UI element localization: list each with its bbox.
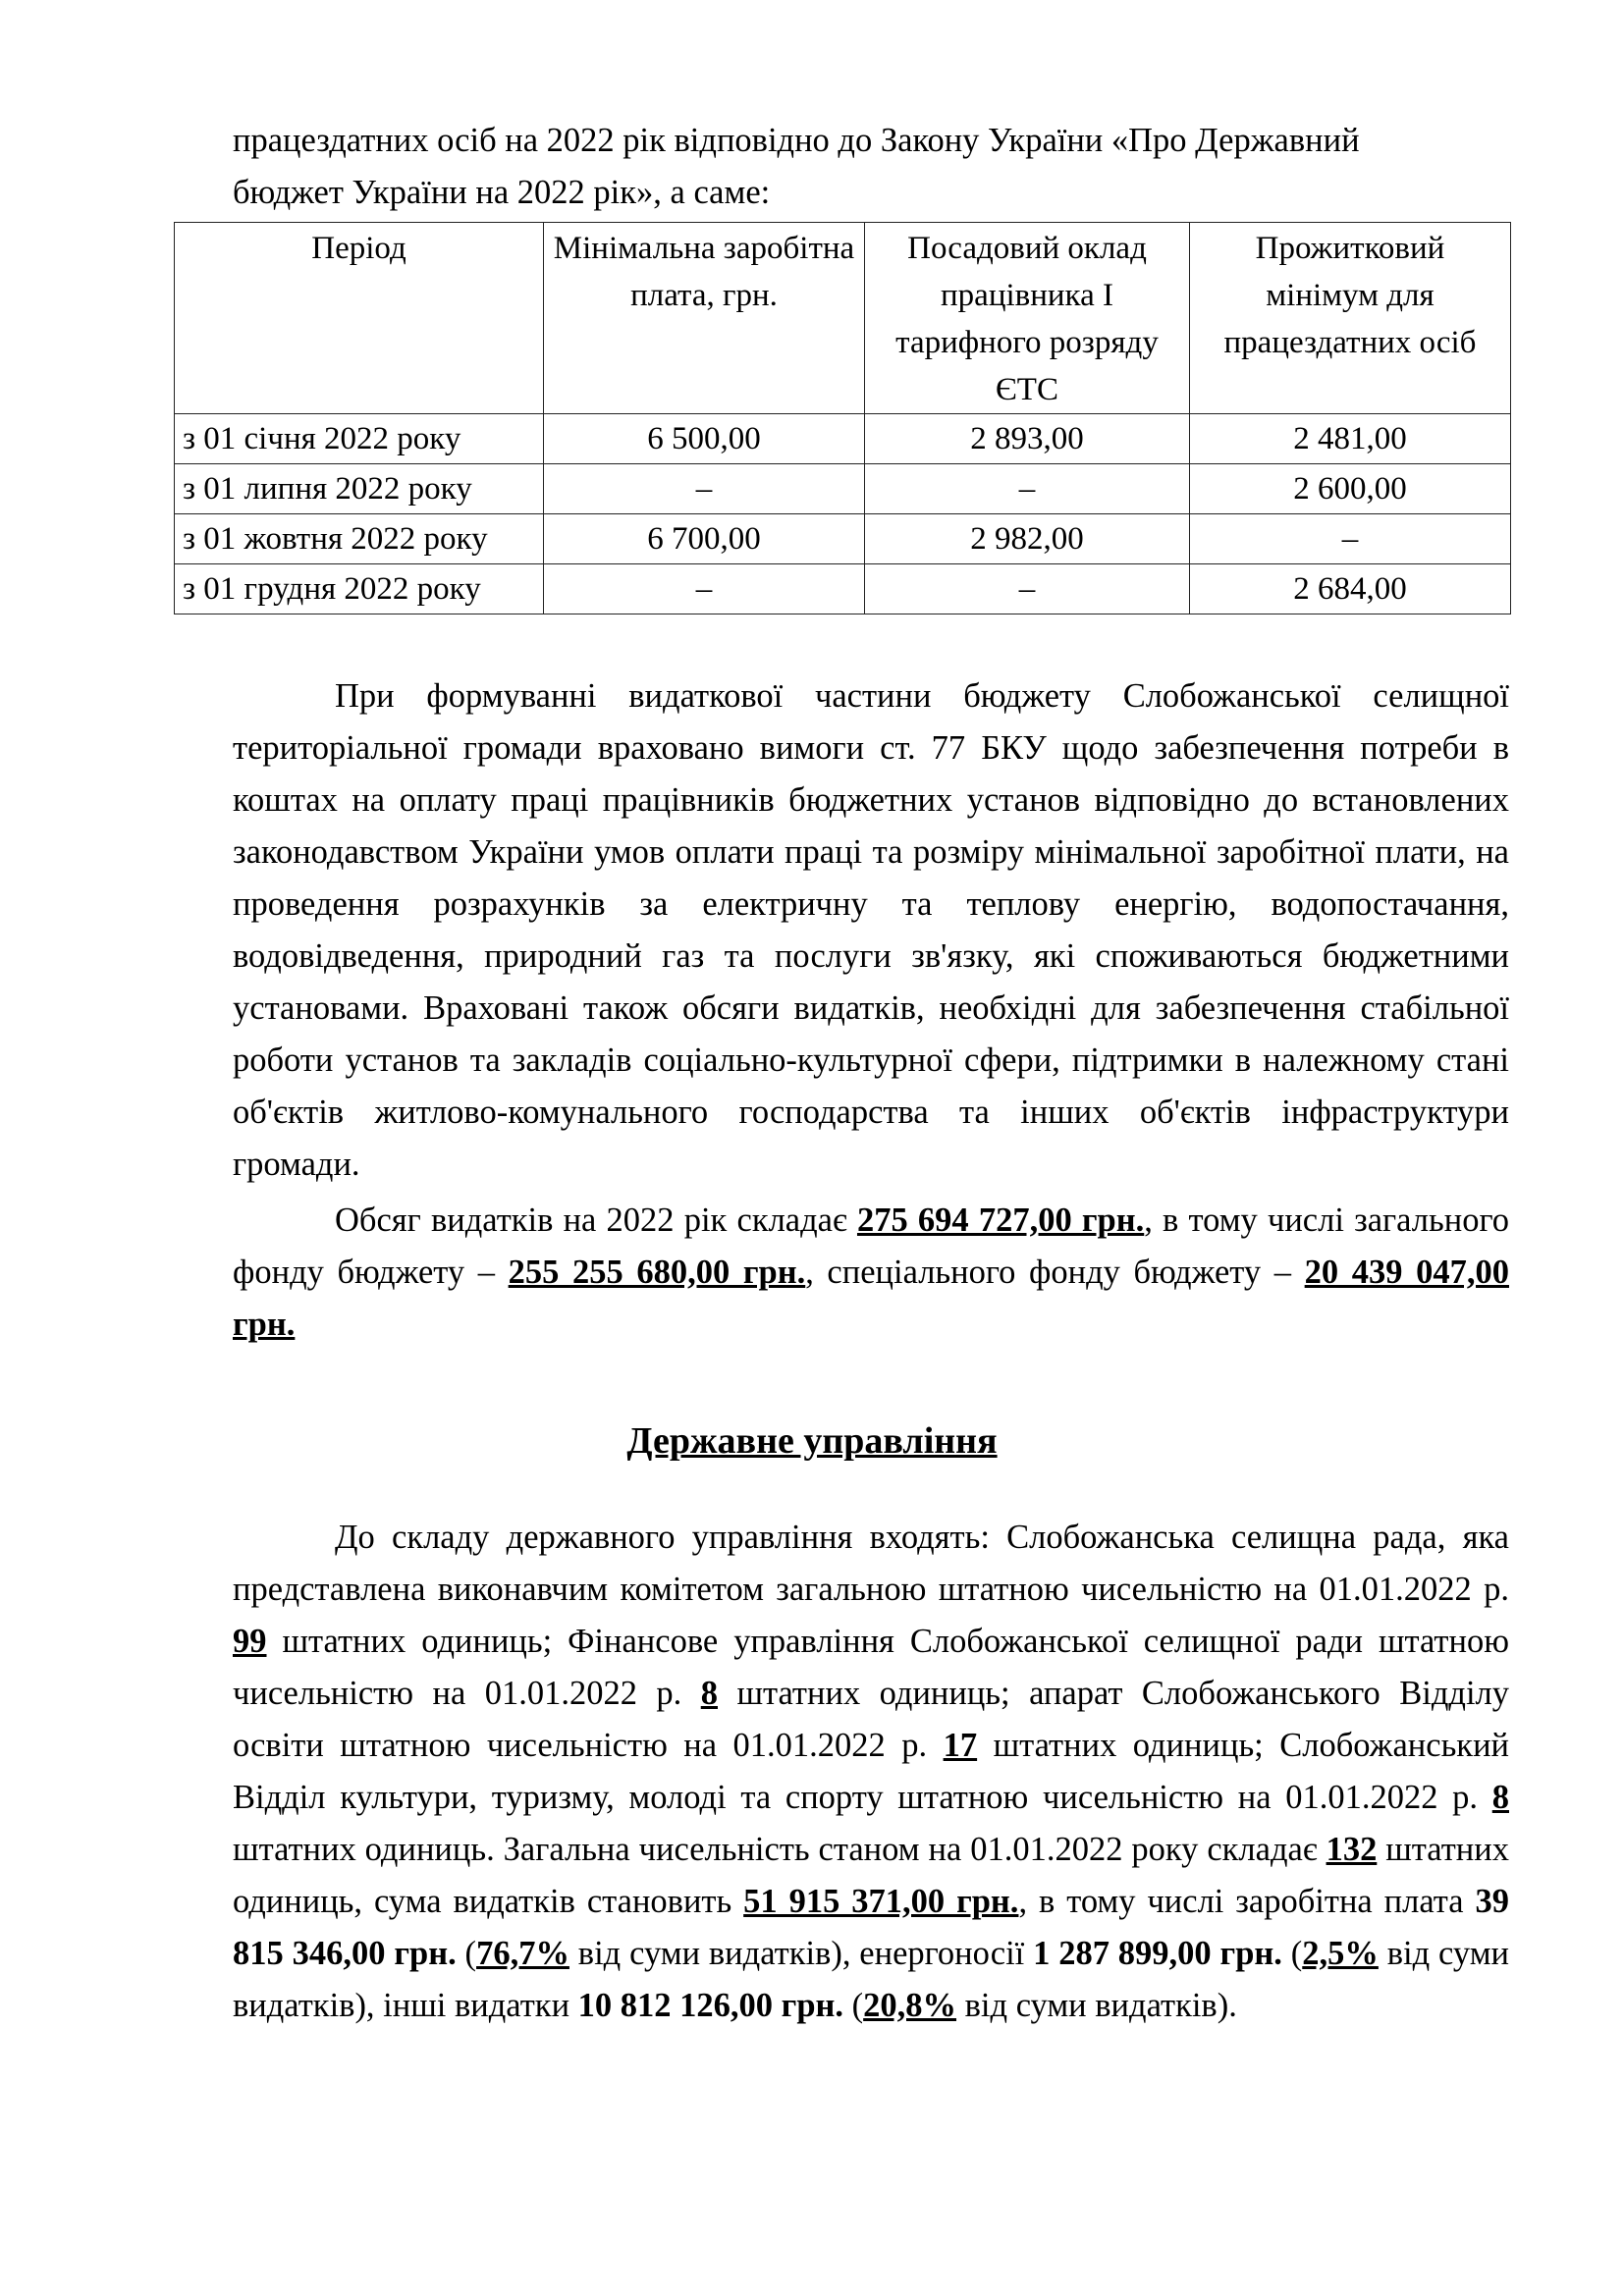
admin-energy-amount: 1 287 899,00 грн. [1033,1935,1282,1972]
admin-count-total: 132 [1326,1831,1378,1868]
admin-text-1: До складу державного управління входять: Слобожанська селищна рада, яка представлена виконавчим комітетом загальною штатною чисельністю на 01.01.2022 р. [233,1519,1509,1608]
admin-count-council: 99 [233,1623,267,1660]
expenditure-text-1: Обсяг видатків на 2022 рік складає [335,1201,857,1239]
table-cell-min-wage: 6 500,00 [544,414,865,464]
admin-other-amount: 10 812 126,00 грн. [577,1987,844,2024]
header-period: Період [175,223,544,414]
admin-text-10: ( [1281,1935,1303,1972]
table-cell-salary: 2 982,00 [865,514,1190,564]
admin-text-2: штатних одиниць; Фінансове управління Слобожанської селищної ради штатною чисельністю на 01.01.2022 р. [233,1623,1509,1712]
admin-salary-amount: 39 815 346,00 грн. [233,1883,1510,1972]
table-cell-min-wage: – [544,564,865,614]
expenditure-text-2: , в тому числі загального фонду бюджету – [233,1201,1509,1291]
table-cell-salary: – [865,464,1190,514]
admin-other-percent: 20,8% [863,1987,957,2024]
table-cell-period: з 01 грудня 2022 року [175,564,544,614]
expenditure-text-3: , спеціального фонду бюджету – [805,1254,1305,1291]
table-cell-subsistence: 2 481,00 [1190,414,1511,464]
table-cell-subsistence: 2 684,00 [1190,564,1511,614]
table-row [175,464,1511,514]
rates-table [174,222,1511,614]
table-cell-min-wage: 6 700,00 [544,514,865,564]
admin-text-12: ( [843,1987,864,2024]
admin-text-3: штатних одиниць; апарат Слобожанського Відділу освіти штатною чисельністю на 01.01.2022 р. [233,1675,1509,1764]
table-row [175,414,1511,464]
expenditure-paragraph [233,1195,1509,1351]
total-expenditure-amount: 275 694 727,00 грн. [856,1201,1145,1239]
header-min-wage: Мінімальна заробітна плата, грн. [544,223,865,414]
admin-text-11: від суми видатків), інші видатки [233,1935,1509,2024]
administration-paragraph [233,1512,1509,2032]
admin-text-6: штатних одиниць, сума видатків становить [233,1831,1509,1920]
admin-count-culture: 8 [1491,1779,1509,1816]
admin-expenditure-sum: 51 915 371,00 грн. [743,1883,1019,1920]
special-fund-amount: 20 439 047,00 грн. [233,1254,1509,1343]
admin-text-9: від суми видатків), енергоносії [568,1935,1034,1972]
intro-text [233,115,1509,219]
section-heading: Державне управління [626,1420,998,1462]
table-cell-subsistence: 2 600,00 [1190,464,1511,514]
admin-energy-percent: 2,5% [1302,1935,1379,1972]
admin-text-7: , в тому числі заробітна плата [1018,1883,1476,1920]
admin-text-13: від суми видатків). [956,1987,1237,2024]
header-subsistence: Прожитковий мінімум для працездатних осіб [1190,223,1511,414]
admin-count-education: 17 [943,1727,978,1764]
admin-text-5: штатних одиниць. Загальна чисельність станом на 01.01.2022 року складає [233,1831,1326,1868]
admin-salary-percent: 76,7% [476,1935,569,1972]
table-cell-salary: 2 893,00 [865,414,1190,464]
table-cell-period: з 01 січня 2022 року [175,414,544,464]
table-header-row [175,223,1511,414]
admin-text-8: ( [456,1935,477,1972]
intro-line-1: працездатних осіб на 2022 рік відповідно до Закону України «Про Державний [233,122,1360,159]
budget-paragraph-text: При формуванні видаткової частини бюджету Слобожанської селищної територіальної громади враховано вимоги ст. 77 БКУ щодо забезпечення потреби в коштах на оплату праці працівників бюджетних установ відповідно до встановлених законодавством України умов оплати праці та розміру мінімальної заробітної плати, на проведення розрахунків за електричну та теплову енергію, водопостачання, водовідведення, природний газ та послуги зв'язку, які споживаються бюджетними установами. Враховані також обсяги видатків, необхідні для забезпечення стабільної роботи установ та закладів соціально-культурної сфери, підтримки в належному стані об'єктів житлово-комунального господарства та інших об'єктів інфраструктури громади. [233,677,1509,1183]
table-row [175,564,1511,614]
table-cell-period: з 01 жовтня 2022 року [175,514,544,564]
table-cell-subsistence: – [1190,514,1511,564]
budget-paragraph [233,670,1509,1191]
table-cell-salary: – [865,564,1190,614]
table-cell-min-wage: – [544,464,865,514]
intro-line-2: бюджет України на 2022 рік», а саме: [233,174,771,211]
admin-count-finance: 8 [700,1675,718,1712]
table-cell-period: з 01 липня 2022 року [175,464,544,514]
table-row [175,514,1511,564]
header-salary: Посадовий оклад працівника I тарифного розряду ЄТС [865,223,1190,414]
admin-text-4: штатних одиниць; Слобожанський Відділ культури, туризму, молоді та спорту штатною чисельністю на 01.01.2022 р. [233,1727,1509,1816]
general-fund-amount: 255 255 680,00 грн. [508,1254,806,1291]
